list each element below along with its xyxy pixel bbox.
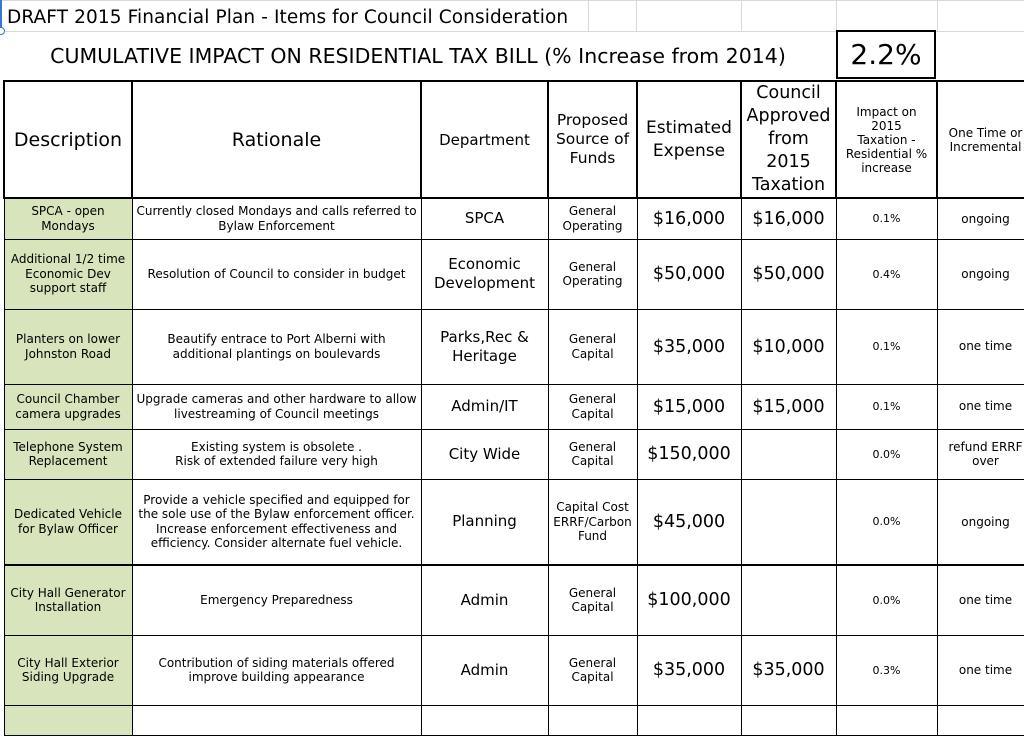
department-cell-line: Admin	[425, 591, 545, 610]
department-cell-line: Admin/IT	[425, 397, 545, 416]
onetime-header-line: Incremental	[941, 140, 1024, 154]
col-header-impact[interactable]	[836, 81, 937, 198]
impact-header-line: increase	[840, 161, 933, 175]
col-header-estimated-expense[interactable]	[637, 81, 741, 198]
impact-cell-empty[interactable]	[836, 705, 937, 735]
rationale-cell[interactable]	[132, 565, 421, 635]
description-cell-line: Council Chamber	[8, 392, 129, 407]
impact-cell[interactable]: 0.1%	[836, 309, 937, 384]
source-of-funds-cell[interactable]	[548, 635, 637, 705]
source-of-funds-cell-line: Capital Cost	[552, 500, 634, 515]
rationale-cell-line: Contribution of siding materials offered	[136, 656, 418, 671]
source-of-funds-cell-line: Capital	[552, 407, 634, 422]
description-cell[interactable]	[4, 479, 132, 565]
department-cell[interactable]	[421, 198, 548, 239]
rationale-cell-line: Beautify entrace to Port Alberni with	[136, 332, 418, 347]
frequency-cell[interactable]	[937, 198, 1024, 239]
rationale-cell[interactable]	[132, 635, 421, 705]
department-cell-line: Economic	[425, 255, 545, 274]
department-cell-empty[interactable]	[421, 705, 548, 735]
frequency-cell[interactable]	[937, 565, 1024, 635]
description-cell[interactable]	[4, 384, 132, 429]
frequency-cell[interactable]	[937, 635, 1024, 705]
expense-header-line: Estimated	[641, 117, 737, 140]
description-cell-line: Telephone System	[8, 440, 129, 455]
source-header-line: Proposed	[552, 111, 633, 130]
source-of-funds-cell-line: General	[552, 656, 634, 671]
description-cell-line: camera upgrades	[8, 407, 129, 422]
frequency-cell-line: one time	[941, 399, 1024, 414]
onetime-header-line: One Time or	[941, 126, 1024, 140]
description-cell[interactable]	[4, 198, 132, 239]
description-cell-line: City Hall Generator	[8, 586, 129, 601]
estimated-expense-cell[interactable]: $16,000	[637, 198, 741, 239]
council-approved-cell[interactable]: $10,000	[741, 309, 836, 384]
rationale-cell-line: Upgrade cameras and other hardware to allow	[136, 392, 418, 407]
rationale-cell[interactable]	[132, 479, 421, 565]
frequency-cell-line: over	[941, 454, 1024, 469]
source-of-funds-cell[interactable]	[548, 479, 637, 565]
estimated-expense-cell[interactable]: $35,000	[637, 635, 741, 705]
source-of-funds-cell[interactable]	[548, 309, 637, 384]
source-of-funds-cell-empty[interactable]	[548, 705, 637, 735]
estimated-expense-cell[interactable]: $35,000	[637, 309, 741, 384]
council-approved-cell[interactable]: $15,000	[741, 384, 836, 429]
source-of-funds-cell-line: Fund	[552, 529, 634, 544]
rationale-cell-line: Risk of extended failure very high	[136, 454, 418, 469]
source-of-funds-cell-line: Capital	[552, 600, 634, 615]
rationale-cell-line: Emergency Preparedness	[136, 593, 418, 608]
source-of-funds-cell[interactable]	[548, 429, 637, 479]
department-cell-line: SPCA	[425, 209, 545, 228]
description-cell-line: Siding Upgrade	[8, 670, 129, 685]
rationale-cell-line: additional plantings on boulevards	[136, 347, 418, 362]
rationale-cell-line: the sole use of the Bylaw enforcement officer.	[136, 507, 418, 522]
table-row	[4, 309, 1024, 384]
department-cell[interactable]	[421, 239, 548, 309]
source-of-funds-cell-line: Operating	[552, 219, 634, 234]
frequency-cell-line: one time	[941, 663, 1024, 678]
frequency-cell-line: one time	[941, 339, 1024, 354]
council-approved-cell[interactable]	[741, 429, 836, 479]
description-cell-line: Planters on lower	[8, 332, 129, 347]
col-header-description[interactable]: Description	[4, 81, 132, 198]
source-of-funds-cell-line: General	[552, 440, 634, 455]
description-cell-line: Johnston Road	[8, 347, 129, 362]
estimated-expense-cell[interactable]: $150,000	[637, 429, 741, 479]
description-cell-line: support staff	[8, 281, 129, 296]
council-header-line: from 2015	[745, 128, 832, 174]
source-of-funds-cell[interactable]	[548, 384, 637, 429]
department-cell[interactable]	[421, 429, 548, 479]
frequency-cell[interactable]	[937, 384, 1024, 429]
council-approved-cell-empty[interactable]	[741, 705, 836, 735]
cumulative-impact-heading: CUMULATIVE IMPACT ON RESIDENTIAL TAX BILL (% Increase from 2014)	[0, 32, 836, 80]
rationale-cell-line: Increase enforcement effectiveness and	[136, 522, 418, 537]
council-header-line: Approved	[745, 105, 832, 128]
impact-cell[interactable]: 0.1%	[836, 198, 937, 239]
department-cell-line: Development	[425, 274, 545, 293]
estimated-expense-cell[interactable]: $15,000	[637, 384, 741, 429]
source-of-funds-cell-line: General	[552, 332, 634, 347]
estimated-expense-cell-empty[interactable]	[637, 705, 741, 735]
department-cell-line: Parks,Rec &	[425, 328, 545, 347]
table-row	[4, 384, 1024, 429]
source-of-funds-cell-line: Capital	[552, 347, 634, 362]
source-of-funds-cell-line: General	[552, 204, 634, 219]
table-row-empty	[4, 705, 1024, 735]
rationale-cell-line: Existing system is obsolete .	[136, 440, 418, 455]
col-header-source-of-funds[interactable]	[548, 81, 637, 198]
source-of-funds-cell-line: General	[552, 260, 634, 275]
source-of-funds-cell-line: ERRF/Carbon	[552, 515, 634, 530]
description-cell-line: SPCA - open	[8, 204, 129, 219]
description-cell[interactable]	[4, 429, 132, 479]
description-cell[interactable]	[4, 239, 132, 309]
rationale-cell-empty[interactable]	[132, 705, 421, 735]
source-header-line: Funds	[552, 149, 633, 168]
rationale-cell[interactable]	[132, 384, 421, 429]
impact-cell[interactable]: 0.3%	[836, 635, 937, 705]
impact-cell[interactable]: 0.0%	[836, 565, 937, 635]
source-of-funds-cell-line: General	[552, 586, 634, 601]
source-of-funds-cell-line: Capital	[552, 670, 634, 685]
description-cell-line: Economic Dev	[8, 267, 129, 282]
rationale-cell-line: livestreaming of Council meetings	[136, 407, 418, 422]
col-header-department[interactable]: Department	[421, 81, 548, 198]
col-header-council-approved[interactable]	[741, 81, 836, 198]
description-cell-line: Mondays	[8, 219, 129, 234]
estimated-expense-cell[interactable]: $50,000	[637, 239, 741, 309]
description-cell-line: City Hall Exterior	[8, 656, 129, 671]
impact-cell[interactable]: 0.4%	[836, 239, 937, 309]
council-approved-cell[interactable]: $50,000	[741, 239, 836, 309]
rationale-cell[interactable]	[132, 198, 421, 239]
description-cell[interactable]	[4, 565, 132, 635]
source-header-line: Source of	[552, 130, 633, 149]
expense-header-line: Expense	[641, 140, 737, 163]
source-of-funds-cell-line: General	[552, 392, 634, 407]
table-row	[4, 429, 1024, 479]
description-cell-empty[interactable]	[4, 705, 132, 735]
frequency-cell[interactable]	[937, 429, 1024, 479]
table-row	[4, 198, 1024, 239]
description-cell-line: Installation	[8, 600, 129, 615]
department-cell[interactable]	[421, 635, 548, 705]
description-cell[interactable]	[4, 635, 132, 705]
rationale-cell[interactable]	[132, 429, 421, 479]
header-row	[4, 81, 1024, 198]
impact-cell[interactable]: 0.0%	[836, 479, 937, 565]
description-cell[interactable]	[4, 309, 132, 384]
council-approved-cell[interactable]: $35,000	[741, 635, 836, 705]
description-cell-line: Replacement	[8, 454, 129, 469]
department-cell-line: City Wide	[425, 445, 545, 464]
source-of-funds-cell-line: Operating	[552, 274, 634, 289]
frequency-cell[interactable]	[937, 479, 1024, 565]
department-cell[interactable]	[421, 384, 548, 429]
council-approved-cell[interactable]: $16,000	[741, 198, 836, 239]
frequency-cell[interactable]	[937, 239, 1024, 309]
frequency-cell-empty[interactable]	[937, 705, 1024, 735]
description-cell-line: for Bylaw Officer	[8, 522, 129, 537]
table-row	[4, 239, 1024, 309]
frequency-cell-line: one time	[941, 593, 1024, 608]
impact-cell[interactable]: 0.0%	[836, 429, 937, 479]
impact-cell[interactable]: 0.1%	[836, 384, 937, 429]
rationale-cell-line: improve building appearance	[136, 670, 418, 685]
frequency-cell-line: ongoing	[941, 267, 1024, 282]
department-cell[interactable]	[421, 309, 548, 384]
council-header-line: Taxation	[745, 174, 832, 197]
estimated-expense-cell[interactable]: $45,000	[637, 479, 741, 565]
impact-header-line: Residential %	[840, 147, 933, 161]
cell-selection-cursor[interactable]	[0, 0, 6, 30]
table-row	[4, 635, 1024, 705]
council-approved-cell[interactable]	[741, 479, 836, 565]
description-cell-line: Additional 1/2 time	[8, 252, 129, 267]
impact-header-line: Taxation -	[840, 133, 933, 147]
cumulative-impact-value[interactable]: 2.2%	[836, 30, 936, 79]
source-of-funds-cell[interactable]	[548, 239, 637, 309]
frequency-cell-line: ongoing	[941, 515, 1024, 530]
financial-plan-rows	[4, 198, 1024, 735]
source-of-funds-cell[interactable]	[548, 198, 637, 239]
rationale-cell-line: efficiency. Consider alternate fuel vehicle.	[136, 536, 418, 551]
department-cell-line: Planning	[425, 512, 545, 531]
council-approved-cell[interactable]	[741, 565, 836, 635]
table-row	[4, 565, 1024, 635]
col-header-rationale[interactable]: Rationale	[132, 81, 421, 198]
financial-plan-table	[3, 80, 1024, 736]
page-title: DRAFT 2015 Financial Plan - Items for Council Consideration	[7, 7, 568, 28]
estimated-expense-cell[interactable]: $100,000	[637, 565, 741, 635]
frequency-cell-line: ongoing	[941, 212, 1024, 227]
table-row	[4, 479, 1024, 565]
department-cell[interactable]	[421, 479, 548, 565]
council-header-line: Council	[745, 82, 832, 105]
col-header-one-time-or-incremental[interactable]	[937, 81, 1024, 198]
department-cell-line: Admin	[425, 661, 545, 680]
frequency-cell[interactable]	[937, 309, 1024, 384]
rationale-cell-line: Resolution of Council to consider in budget	[136, 267, 418, 282]
rationale-cell[interactable]	[132, 239, 421, 309]
department-cell[interactable]	[421, 565, 548, 635]
frequency-cell-line: refund ERRF	[941, 440, 1024, 455]
source-of-funds-cell-line: Capital	[552, 454, 634, 469]
description-cell-line: Dedicated Vehicle	[8, 507, 129, 522]
rationale-cell-line: Bylaw Enforcement	[136, 219, 418, 234]
rationale-cell-line: Currently closed Mondays and calls referred to	[136, 204, 418, 219]
rationale-cell[interactable]	[132, 309, 421, 384]
impact-header-line: Impact on 2015	[840, 105, 933, 133]
rationale-cell-line: Provide a vehicle specified and equipped for	[136, 493, 418, 508]
department-cell-line: Heritage	[425, 347, 545, 366]
source-of-funds-cell[interactable]	[548, 565, 637, 635]
